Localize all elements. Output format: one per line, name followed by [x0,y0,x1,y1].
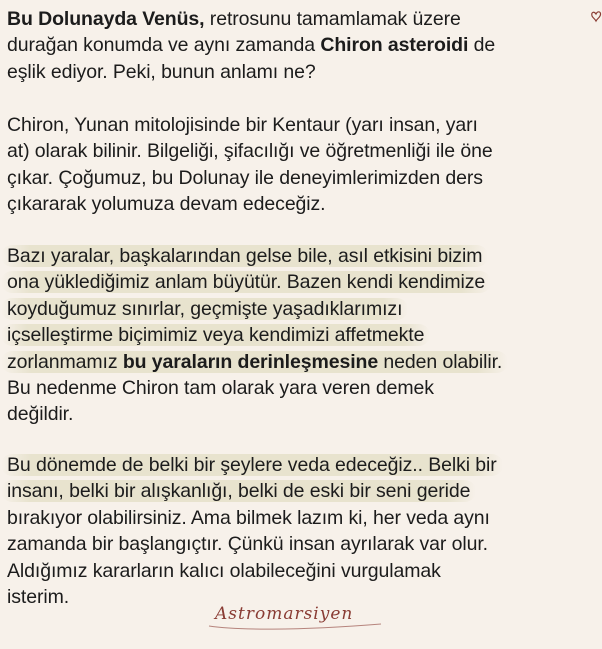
text-line: at) olarak bilinir. Bilgeliği, şifacılığı ve öğretmenliği ile öne [7,140,493,163]
text-line [7,452,599,478]
text-line [7,478,599,504]
signature-swash-icon [205,600,385,634]
text-line [7,32,599,58]
highlighted-text: insanı, belki bir alışkanlığı, belki de eski bir seni geride [1,480,476,502]
text-line: eşlik ediyor. Peki, bunun anlamı ne? [7,60,316,83]
text-line [7,243,599,269]
highlighted-text [1,351,508,373]
paragraph-wounds [7,243,599,428]
text-span: de [468,34,496,57]
text-line: Aldığımız kararların kalıcı olabileceğini vurgulamak [7,559,441,582]
highlighted-text: Bazı yaralar, başkalarından gelse bile, asıl etkisini bizim [1,245,488,267]
highlighted-text: koyduğumuz sınırlar, geçmişte yaşadıklarımızı [1,298,408,320]
highlighted-text: ona yüklediğimiz anlam büyütür. Bazen kendi kendimize [1,271,491,293]
paragraph-chiron [7,112,599,218]
bold-phrase: Bu Dolunayda Venüs, [7,8,205,30]
text-line: Bu nedenme Chiron tam olarak yara veren demek [7,377,434,400]
text-line: isterim. [7,586,70,609]
text-span: neden olabilir. [378,350,503,373]
text-line: çıkararak yolumuza devam edeceğiz. [7,193,326,216]
text-line: çıkar. Çoğumuz, bu Dolunay ile deneyimlerimizden ders [7,166,483,189]
signature: Astromarsiyen [215,604,354,624]
text-line [7,296,599,322]
text-span: zorlanmamız [7,350,123,373]
paragraph-farewell [7,452,599,610]
text-span: retrosunu tamamlamak üzere [204,8,461,30]
text-line [7,322,599,348]
text-line [7,269,599,295]
text-line: değildir. [7,403,74,426]
bold-phrase: Chiron asteroidi [320,34,469,57]
text-span: durağan konumda ve aynı zamanda [7,34,321,57]
text-line [7,349,599,375]
text-line: Chiron, Yunan mitolojisinde bir Kentaur (yarı insan, yarı [7,114,478,136]
highlighted-text: içselleştirme biçimimiz veya kendimizi affetmekte [1,324,430,346]
text-line: zamanda bir başlangıçtır. Çünkü insan ayrılarak var olur. [7,533,488,556]
highlighted-text: Bu dönemde de belki bir şeylere veda edeceğiz.. Belki bir [1,454,503,476]
text-line [7,6,599,32]
bold-phrase: bu yaraların derinleşmesine [122,350,379,373]
text-line: bırakıyor olabilirsiniz. Ama bilmek lazım ki, her veda aynı [7,506,490,529]
paragraph-intro [7,6,599,85]
